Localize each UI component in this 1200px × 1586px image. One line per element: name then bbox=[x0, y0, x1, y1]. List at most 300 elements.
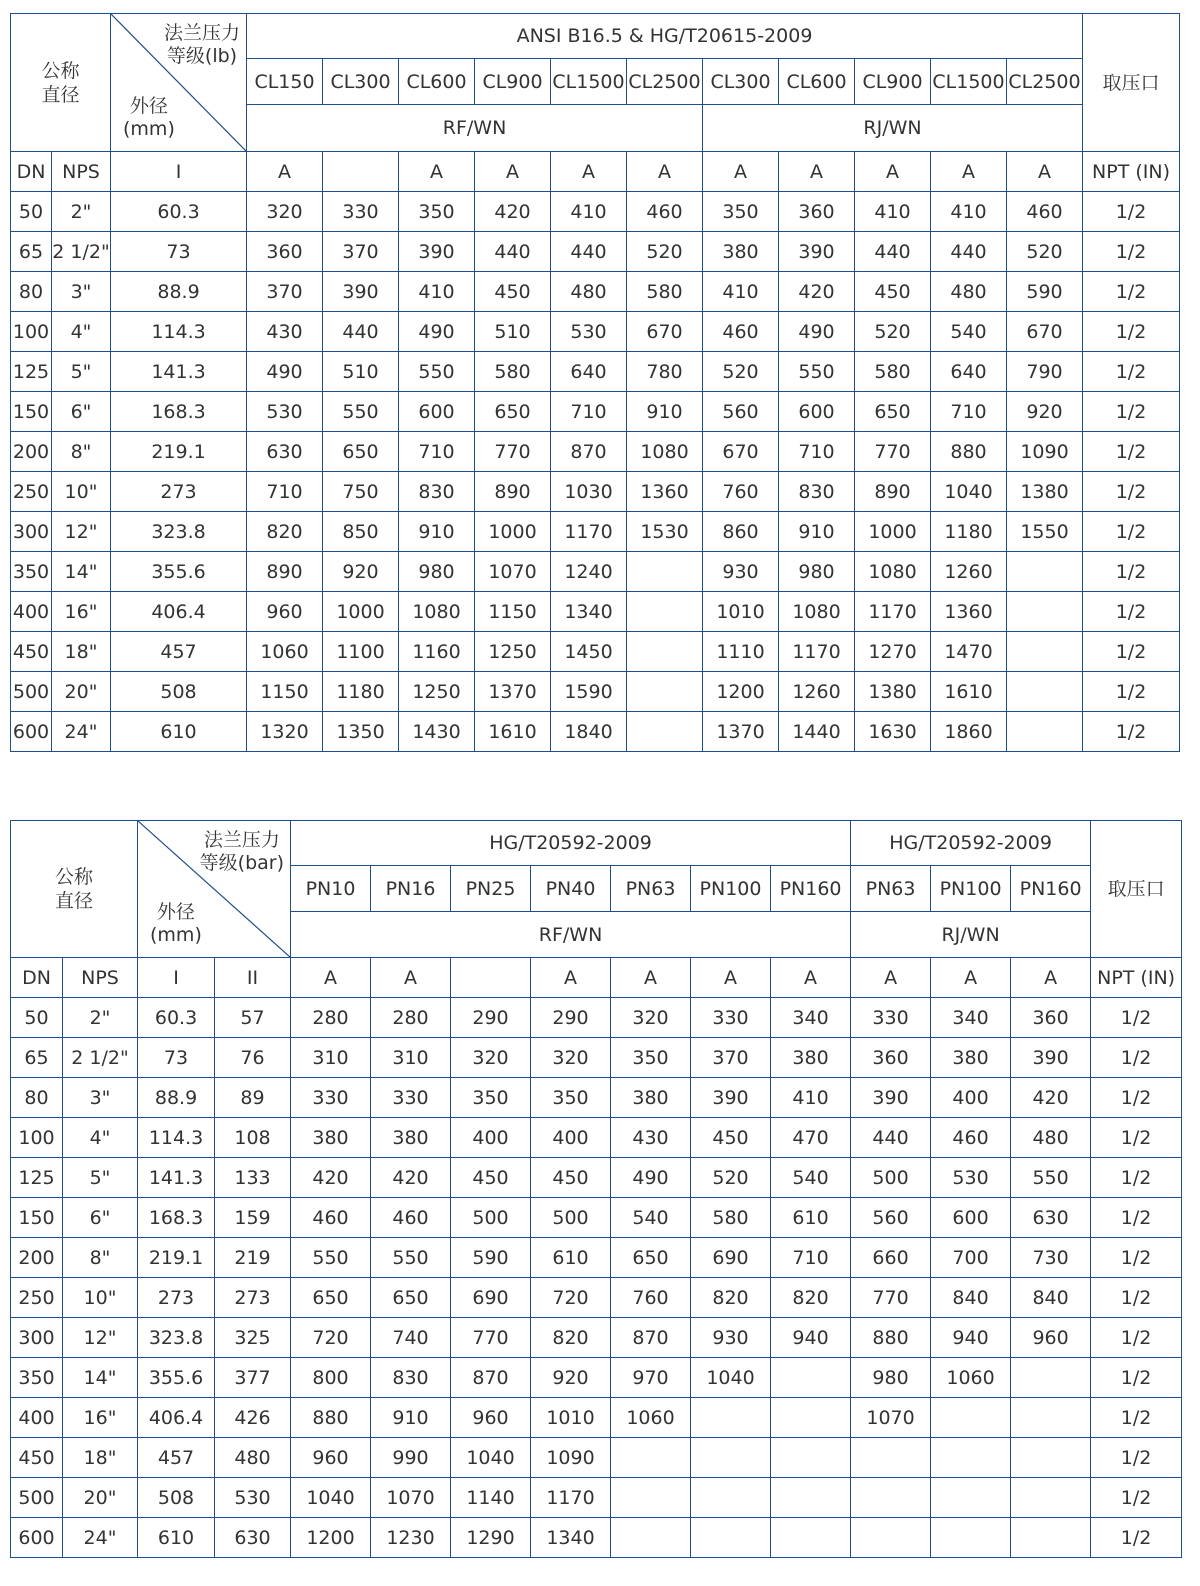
table-cell: 370 bbox=[323, 232, 399, 272]
table-cell: 1250 bbox=[475, 632, 551, 672]
pressure-class-header: PN63 bbox=[851, 866, 931, 912]
table-cell: 100 bbox=[11, 1118, 63, 1158]
table-row bbox=[11, 672, 1180, 712]
table-cell: 630 bbox=[247, 432, 323, 472]
table-cell bbox=[627, 712, 703, 752]
table-cell: 1260 bbox=[779, 672, 855, 712]
table-cell: 280 bbox=[371, 998, 451, 1038]
nominal-diameter-label: 公称 直径 bbox=[41, 59, 80, 106]
table-cell: 650 bbox=[611, 1238, 691, 1278]
table-cell: 57 bbox=[215, 998, 291, 1038]
table-row bbox=[11, 1238, 1182, 1278]
table-cell: 1060 bbox=[611, 1398, 691, 1438]
standard-title: ANSI B16.5 & HG/T20615-2009 bbox=[247, 14, 1083, 59]
table-row bbox=[11, 312, 1180, 352]
pressure-class-header: PN100 bbox=[691, 866, 771, 912]
table-cell: 2 1/2" bbox=[52, 232, 111, 272]
table-cell: 4" bbox=[63, 1118, 138, 1158]
table-cell: 340 bbox=[931, 998, 1011, 1038]
table-cell: 600 bbox=[931, 1198, 1011, 1238]
table-cell: 1270 bbox=[855, 632, 931, 672]
table-cell: 290 bbox=[451, 998, 531, 1038]
table-row bbox=[11, 1038, 1182, 1078]
table-cell: 350 bbox=[451, 1078, 531, 1118]
table-row bbox=[11, 552, 1180, 592]
table-cell: 1/2 bbox=[1091, 1118, 1182, 1158]
table-cell: 1080 bbox=[779, 592, 855, 632]
table-cell: 390 bbox=[1011, 1038, 1091, 1078]
table-cell: 410 bbox=[399, 272, 475, 312]
table-cell: 450 bbox=[531, 1158, 611, 1198]
table-cell: 1200 bbox=[291, 1518, 371, 1558]
table-cell: 690 bbox=[691, 1238, 771, 1278]
table-cell: 1040 bbox=[691, 1358, 771, 1398]
standard-title-rf: HG/T20592-2009 bbox=[291, 821, 851, 866]
table-row bbox=[11, 592, 1180, 632]
table-cell bbox=[931, 1478, 1011, 1518]
table-cell: 1/2 bbox=[1083, 192, 1180, 232]
table-cell: 10" bbox=[52, 472, 111, 512]
table-cell: 159 bbox=[215, 1198, 291, 1238]
table-cell: 420 bbox=[371, 1158, 451, 1198]
table-cell: 16" bbox=[63, 1398, 138, 1438]
table-cell: 740 bbox=[371, 1318, 451, 1358]
table-row bbox=[11, 632, 1180, 672]
table-cell: 760 bbox=[703, 472, 779, 512]
table-cell: 125 bbox=[11, 1158, 63, 1198]
table-cell: 3" bbox=[63, 1078, 138, 1118]
table-cell: 2" bbox=[52, 192, 111, 232]
table-cell: 350 bbox=[703, 192, 779, 232]
table-body bbox=[11, 998, 1182, 1558]
table-cell: 460 bbox=[371, 1198, 451, 1238]
table-cell: 457 bbox=[111, 632, 247, 672]
pressure-class-header: PN25 bbox=[451, 866, 531, 912]
table-cell: 980 bbox=[851, 1358, 931, 1398]
table-cell: 1150 bbox=[247, 672, 323, 712]
column-subheader bbox=[323, 152, 399, 192]
table-cell: 540 bbox=[611, 1198, 691, 1238]
table-cell: 480 bbox=[215, 1438, 291, 1478]
table-cell: 1240 bbox=[551, 552, 627, 592]
table-cell: 360 bbox=[779, 192, 855, 232]
table-cell: 1/2 bbox=[1091, 1078, 1182, 1118]
ansi-dimension-table bbox=[10, 13, 1180, 752]
table-cell bbox=[771, 1518, 851, 1558]
table-cell: 500 bbox=[11, 1478, 63, 1518]
table-row bbox=[11, 1358, 1182, 1398]
table-cell: 710 bbox=[399, 432, 475, 472]
table-cell: 1530 bbox=[627, 512, 703, 552]
table-cell: 880 bbox=[931, 432, 1007, 472]
table-cell: 330 bbox=[323, 192, 399, 232]
table-cell: 1340 bbox=[551, 592, 627, 632]
column-subheader: A bbox=[703, 152, 779, 192]
table-cell: 770 bbox=[475, 432, 551, 472]
table-cell: 273 bbox=[215, 1278, 291, 1318]
column-subheader: A bbox=[551, 152, 627, 192]
table-cell: 930 bbox=[691, 1318, 771, 1358]
table-cell: 350 bbox=[531, 1078, 611, 1118]
column-subheader: A bbox=[771, 958, 851, 998]
table-cell: 1/2 bbox=[1083, 632, 1180, 672]
table-cell: 600 bbox=[11, 712, 52, 752]
table-cell bbox=[691, 1438, 771, 1478]
table-cell: 1/2 bbox=[1083, 272, 1180, 312]
table-cell: 400 bbox=[451, 1118, 531, 1158]
table-cell: 1090 bbox=[531, 1438, 611, 1478]
table-cell: 1610 bbox=[475, 712, 551, 752]
pressure-class-header: CL2500 bbox=[627, 59, 703, 105]
table-cell: 440 bbox=[855, 232, 931, 272]
table-cell: 350 bbox=[11, 552, 52, 592]
pressure-class-header: CL600 bbox=[779, 59, 855, 105]
table-cell: 150 bbox=[11, 1198, 63, 1238]
table-cell: 360 bbox=[1011, 998, 1091, 1038]
table-cell: 1040 bbox=[291, 1478, 371, 1518]
table-cell: 760 bbox=[611, 1278, 691, 1318]
table-row bbox=[11, 1078, 1182, 1118]
table-cell: 355.6 bbox=[111, 552, 247, 592]
table-cell: 830 bbox=[371, 1358, 451, 1398]
table-cell: 150 bbox=[11, 392, 52, 432]
table-cell: 1110 bbox=[703, 632, 779, 672]
table-cell: 1450 bbox=[551, 632, 627, 672]
table-cell: 141.3 bbox=[138, 1158, 215, 1198]
table-cell: 8" bbox=[63, 1238, 138, 1278]
table-cell: 610 bbox=[531, 1238, 611, 1278]
table-row bbox=[11, 432, 1180, 472]
table-cell bbox=[1011, 1478, 1091, 1518]
table-cell: 370 bbox=[691, 1038, 771, 1078]
table-cell: 820 bbox=[531, 1318, 611, 1358]
table-cell: 1/2 bbox=[1091, 1438, 1182, 1478]
table-cell: 1180 bbox=[931, 512, 1007, 552]
table-row bbox=[11, 392, 1180, 432]
table-cell: 650 bbox=[371, 1278, 451, 1318]
table-cell: 330 bbox=[291, 1078, 371, 1118]
table-cell: 1630 bbox=[855, 712, 931, 752]
table-cell: 980 bbox=[399, 552, 475, 592]
table-cell: 430 bbox=[611, 1118, 691, 1158]
table-cell: 520 bbox=[855, 312, 931, 352]
table-cell: 490 bbox=[247, 352, 323, 392]
table-cell: 1000 bbox=[475, 512, 551, 552]
table-cell: 770 bbox=[851, 1278, 931, 1318]
pressure-tap-header: 取压口 bbox=[1091, 821, 1182, 958]
table-cell: 1/2 bbox=[1091, 1518, 1182, 1558]
table-cell: 460 bbox=[703, 312, 779, 352]
table-cell: 840 bbox=[1011, 1278, 1091, 1318]
table-cell: 508 bbox=[138, 1478, 215, 1518]
table-cell: 990 bbox=[371, 1438, 451, 1478]
column-subheader: A bbox=[1011, 958, 1091, 998]
table-cell: 65 bbox=[11, 232, 52, 272]
table-cell: 660 bbox=[851, 1238, 931, 1278]
table-cell: 390 bbox=[323, 272, 399, 312]
rj-wn-label: RJ/WN bbox=[851, 912, 1091, 958]
table-cell: 600 bbox=[399, 392, 475, 432]
table-cell: 730 bbox=[1011, 1238, 1091, 1278]
table-cell: 76 bbox=[215, 1038, 291, 1078]
table-cell: 6" bbox=[63, 1198, 138, 1238]
column-subheader: NPS bbox=[63, 958, 138, 998]
table-cell: 1080 bbox=[627, 432, 703, 472]
table-row bbox=[11, 1518, 1182, 1558]
table-cell: 406.4 bbox=[138, 1398, 215, 1438]
table-cell: 1000 bbox=[855, 512, 931, 552]
table-row bbox=[11, 1398, 1182, 1438]
table-cell: 1550 bbox=[1007, 512, 1083, 552]
table-cell: 1840 bbox=[551, 712, 627, 752]
table-cell: 450 bbox=[11, 1438, 63, 1478]
table-cell: 710 bbox=[551, 392, 627, 432]
table-cell: 920 bbox=[1007, 392, 1083, 432]
table-cell: 500 bbox=[851, 1158, 931, 1198]
table-cell: 323.8 bbox=[138, 1318, 215, 1358]
table-row bbox=[11, 1438, 1182, 1478]
table-cell bbox=[611, 1518, 691, 1558]
table-cell: 330 bbox=[691, 998, 771, 1038]
table-cell: 1040 bbox=[931, 472, 1007, 512]
table-body bbox=[11, 192, 1180, 752]
table-cell: 440 bbox=[323, 312, 399, 352]
table-row bbox=[11, 1198, 1182, 1238]
table-cell: 508 bbox=[111, 672, 247, 712]
table-cell: 6" bbox=[52, 392, 111, 432]
table-cell: 200 bbox=[11, 1238, 63, 1278]
pressure-class-header: CL2500 bbox=[1007, 59, 1083, 105]
table-cell bbox=[1011, 1518, 1091, 1558]
table-cell: 1860 bbox=[931, 712, 1007, 752]
table-cell: 350 bbox=[399, 192, 475, 232]
column-subheader: A bbox=[1007, 152, 1083, 192]
diagonal-header-cell bbox=[111, 14, 247, 152]
table-cell: 1/2 bbox=[1083, 592, 1180, 632]
table-cell: 380 bbox=[931, 1038, 1011, 1078]
table-cell: 380 bbox=[611, 1078, 691, 1118]
table-cell: 590 bbox=[451, 1238, 531, 1278]
table-cell: 310 bbox=[291, 1038, 371, 1078]
table-cell bbox=[771, 1478, 851, 1518]
table-cell: 600 bbox=[779, 392, 855, 432]
table-cell: 770 bbox=[855, 432, 931, 472]
table-row bbox=[11, 712, 1180, 752]
table-cell: 1010 bbox=[531, 1398, 611, 1438]
table-cell: 780 bbox=[627, 352, 703, 392]
table-cell: 910 bbox=[627, 392, 703, 432]
table-cell: 1380 bbox=[855, 672, 931, 712]
table-cell: 1360 bbox=[627, 472, 703, 512]
table-cell: 650 bbox=[475, 392, 551, 432]
table-row bbox=[11, 1318, 1182, 1358]
pressure-class-header: CL150 bbox=[247, 59, 323, 105]
table-cell: 1/2 bbox=[1083, 712, 1180, 752]
table-cell: 1/2 bbox=[1083, 232, 1180, 272]
table-cell: 440 bbox=[851, 1118, 931, 1158]
column-subheader: A bbox=[371, 958, 451, 998]
column-subheader: DN bbox=[11, 958, 63, 998]
column-subheader bbox=[451, 958, 531, 998]
table-cell: 1350 bbox=[323, 712, 399, 752]
table-cell: 450 bbox=[11, 632, 52, 672]
table-cell: 1380 bbox=[1007, 472, 1083, 512]
table-cell: 650 bbox=[855, 392, 931, 432]
table-cell: 390 bbox=[779, 232, 855, 272]
table-cell: 910 bbox=[399, 512, 475, 552]
table-cell bbox=[1007, 592, 1083, 632]
table-row bbox=[11, 192, 1180, 232]
table-row bbox=[11, 998, 1182, 1038]
table-cell bbox=[691, 1398, 771, 1438]
table-cell: 440 bbox=[475, 232, 551, 272]
table-cell: 370 bbox=[247, 272, 323, 312]
table-cell: 133 bbox=[215, 1158, 291, 1198]
table-cell: 250 bbox=[11, 1278, 63, 1318]
table-cell: 20" bbox=[63, 1478, 138, 1518]
column-subheader: A bbox=[931, 958, 1011, 998]
table-cell: 168.3 bbox=[138, 1198, 215, 1238]
table-cell: 10" bbox=[63, 1278, 138, 1318]
table-cell: 457 bbox=[138, 1438, 215, 1478]
outer-diameter-label: 外径 (mm) bbox=[123, 95, 175, 140]
table-cell: 89 bbox=[215, 1078, 291, 1118]
table-cell: 800 bbox=[291, 1358, 371, 1398]
table-cell: 141.3 bbox=[111, 352, 247, 392]
table-cell bbox=[851, 1518, 931, 1558]
table-cell: 280 bbox=[291, 998, 371, 1038]
table-cell: 1370 bbox=[703, 712, 779, 752]
table-cell: 1160 bbox=[399, 632, 475, 672]
table-cell: 910 bbox=[779, 512, 855, 552]
table-cell: 125 bbox=[11, 352, 52, 392]
table-cell: 940 bbox=[931, 1318, 1011, 1358]
table-cell: 520 bbox=[703, 352, 779, 392]
table-cell: 1340 bbox=[531, 1518, 611, 1558]
pressure-tap-header: 取压口 bbox=[1083, 14, 1180, 152]
table-cell: 720 bbox=[291, 1318, 371, 1358]
table-cell: 980 bbox=[779, 552, 855, 592]
pressure-class-header: CL300 bbox=[323, 59, 399, 105]
table-cell: 550 bbox=[399, 352, 475, 392]
table-cell: 870 bbox=[611, 1318, 691, 1358]
table-cell: 480 bbox=[931, 272, 1007, 312]
column-subheader: A bbox=[611, 958, 691, 998]
table-cell: 540 bbox=[771, 1158, 851, 1198]
table-cell: 410 bbox=[855, 192, 931, 232]
table-cell: 1/2 bbox=[1091, 1318, 1182, 1358]
table-cell: 5" bbox=[52, 352, 111, 392]
table-cell: 1430 bbox=[399, 712, 475, 752]
table-cell bbox=[1011, 1438, 1091, 1478]
pressure-class-header: PN160 bbox=[771, 866, 851, 912]
column-subheader: NPT (IN) bbox=[1091, 958, 1182, 998]
table-cell: 360 bbox=[247, 232, 323, 272]
table-cell: 380 bbox=[371, 1118, 451, 1158]
table-cell: 960 bbox=[451, 1398, 531, 1438]
table-cell: 1080 bbox=[855, 552, 931, 592]
table-cell: 550 bbox=[291, 1238, 371, 1278]
table-cell: 1070 bbox=[371, 1478, 451, 1518]
table-cell: 820 bbox=[691, 1278, 771, 1318]
table-cell: 168.3 bbox=[111, 392, 247, 432]
table-cell: 410 bbox=[931, 192, 1007, 232]
column-subheader: II bbox=[215, 958, 291, 998]
table-cell: 890 bbox=[247, 552, 323, 592]
table-cell: 700 bbox=[931, 1238, 1011, 1278]
table-cell: 18" bbox=[63, 1438, 138, 1478]
table-cell: 910 bbox=[371, 1398, 451, 1438]
table-cell: 50 bbox=[11, 998, 63, 1038]
table-cell: 4" bbox=[52, 312, 111, 352]
table-cell: 24" bbox=[52, 712, 111, 752]
table-cell: 60.3 bbox=[111, 192, 247, 232]
column-subheader: A bbox=[627, 152, 703, 192]
table-cell: 320 bbox=[531, 1038, 611, 1078]
table-cell: 1590 bbox=[551, 672, 627, 712]
table-cell: 88.9 bbox=[111, 272, 247, 312]
table-cell: 355.6 bbox=[138, 1358, 215, 1398]
table-cell: 12" bbox=[63, 1318, 138, 1358]
table-cell: 1/2 bbox=[1091, 1038, 1182, 1078]
table-cell: 1/2 bbox=[1091, 1358, 1182, 1398]
table-cell bbox=[1011, 1358, 1091, 1398]
table-cell: 520 bbox=[627, 232, 703, 272]
table-cell: 1/2 bbox=[1091, 1238, 1182, 1278]
table-cell: 1250 bbox=[399, 672, 475, 712]
table-cell: 840 bbox=[931, 1278, 1011, 1318]
table-cell: 1/2 bbox=[1091, 1278, 1182, 1318]
table-cell: 490 bbox=[399, 312, 475, 352]
table-cell: 65 bbox=[11, 1038, 63, 1078]
table-cell: 300 bbox=[11, 1318, 63, 1358]
table-cell: 1070 bbox=[851, 1398, 931, 1438]
hg-dimension-table bbox=[10, 820, 1182, 1558]
table-cell: 400 bbox=[11, 1398, 63, 1438]
table-cell: 460 bbox=[931, 1118, 1011, 1158]
table-cell: 450 bbox=[475, 272, 551, 312]
table-cell: 960 bbox=[291, 1438, 371, 1478]
table-cell: 560 bbox=[703, 392, 779, 432]
table-cell: 219 bbox=[215, 1238, 291, 1278]
table-cell: 300 bbox=[11, 512, 52, 552]
table-cell: 325 bbox=[215, 1318, 291, 1358]
table-cell: 410 bbox=[703, 272, 779, 312]
rf-wn-label: RF/WN bbox=[291, 912, 851, 958]
table-cell: 1/2 bbox=[1083, 472, 1180, 512]
table-cell: 690 bbox=[451, 1278, 531, 1318]
pressure-class-header: CL900 bbox=[855, 59, 931, 105]
table-cell bbox=[771, 1398, 851, 1438]
table-cell bbox=[851, 1438, 931, 1478]
table-cell: 60.3 bbox=[138, 998, 215, 1038]
table-cell: 440 bbox=[931, 232, 1007, 272]
table-cell: 500 bbox=[11, 672, 52, 712]
table-cell: 1/2 bbox=[1083, 392, 1180, 432]
table-cell bbox=[931, 1518, 1011, 1558]
table-cell: 460 bbox=[1007, 192, 1083, 232]
table-cell bbox=[931, 1398, 1011, 1438]
table-cell: 108 bbox=[215, 1118, 291, 1158]
table-cell: 2" bbox=[63, 998, 138, 1038]
sub-header-row bbox=[11, 958, 1182, 998]
column-subheader: A bbox=[531, 958, 611, 998]
table-row bbox=[11, 1278, 1182, 1318]
table-row bbox=[11, 272, 1180, 312]
table-cell: 520 bbox=[1007, 232, 1083, 272]
column-subheader: A bbox=[475, 152, 551, 192]
table-cell: 390 bbox=[691, 1078, 771, 1118]
